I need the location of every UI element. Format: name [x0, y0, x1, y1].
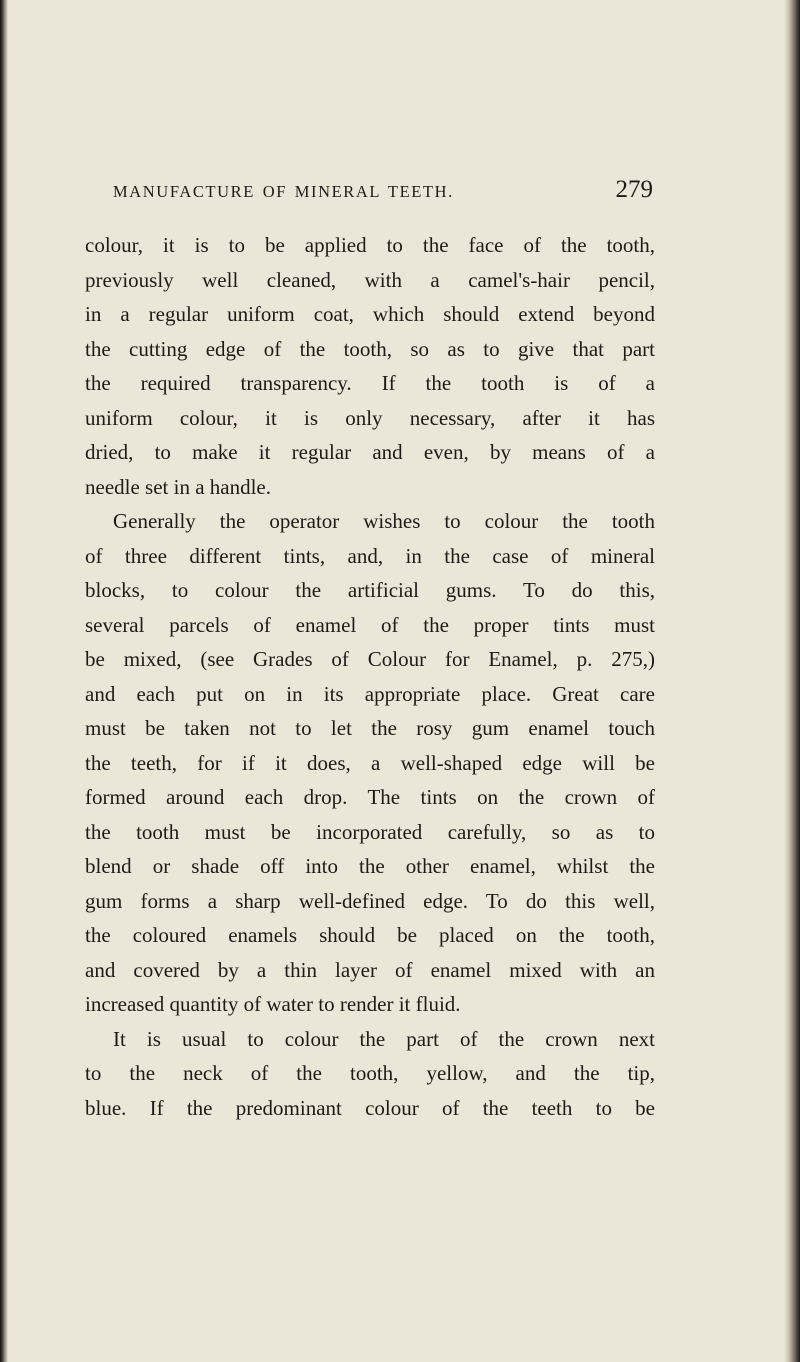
text-line: dried, to make it regular and even, by means of a: [85, 440, 655, 464]
text-line: formed around each drop. The tints on the crown of: [85, 785, 655, 809]
scan-edge-right: [784, 0, 800, 1362]
text-line: in a regular uniform coat, which should extend beyond: [85, 302, 655, 326]
scan-edge-left: [0, 0, 8, 1362]
text-line: blue. If the predominant colour of the teeth to be: [85, 1095, 655, 1120]
text-line: uniform colour, it is only necessary, after it has: [85, 405, 655, 430]
text-line: blocks, to colour the artificial gums. To do this,: [85, 578, 655, 602]
text-line: colour, it is to be applied to the face of the tooth,: [85, 233, 655, 257]
text-line: blend or shade off into the other enamel, whilst the: [85, 854, 655, 878]
text-line: and each put on in its appropriate place. Great care: [85, 681, 655, 706]
text-line: be mixed, (see Grades of Colour for Enamel, p. 275,): [85, 647, 655, 671]
text-line: must be taken not to let the rosy gum enamel touch: [85, 716, 655, 740]
text-line: the required transparency. If the tooth is of a: [85, 371, 655, 395]
text-line: and covered by a thin layer of enamel mixed with an: [85, 957, 655, 982]
text-line: of three different tints, and, in the case of mineral: [85, 543, 655, 568]
body-text: [85, 228, 655, 1125]
text-line: needle set in a handle.: [85, 474, 272, 499]
text-line: increased quantity of water to render it fluid.: [85, 992, 461, 1016]
text-line: to the neck of the tooth, yellow, and the tip,: [85, 1061, 655, 1085]
running-head: MANUFACTURE OF MINERAL TEETH.: [113, 182, 454, 201]
text-line: the coloured enamels should be placed on the tooth,: [85, 923, 655, 947]
text-line: the cutting edge of the tooth, so as to give that part: [85, 336, 655, 361]
text-line: It is usual to colour the part of the crown next: [113, 1026, 655, 1051]
text-line: the tooth must be incorporated carefully, so as to: [85, 819, 655, 844]
page-header: [113, 176, 653, 216]
text-line: gum forms a sharp well-defined edge. To do this well,: [85, 888, 655, 913]
text-line: the teeth, for if it does, a well-shaped edge will be: [85, 750, 655, 775]
text-line: several parcels of enamel of the proper tints must: [85, 612, 655, 637]
text-line: previously well cleaned, with a camel's-hair pencil,: [85, 267, 655, 292]
page-number: 279: [615, 176, 653, 203]
text-line: Generally the operator wishes to colour the tooth: [113, 509, 655, 533]
